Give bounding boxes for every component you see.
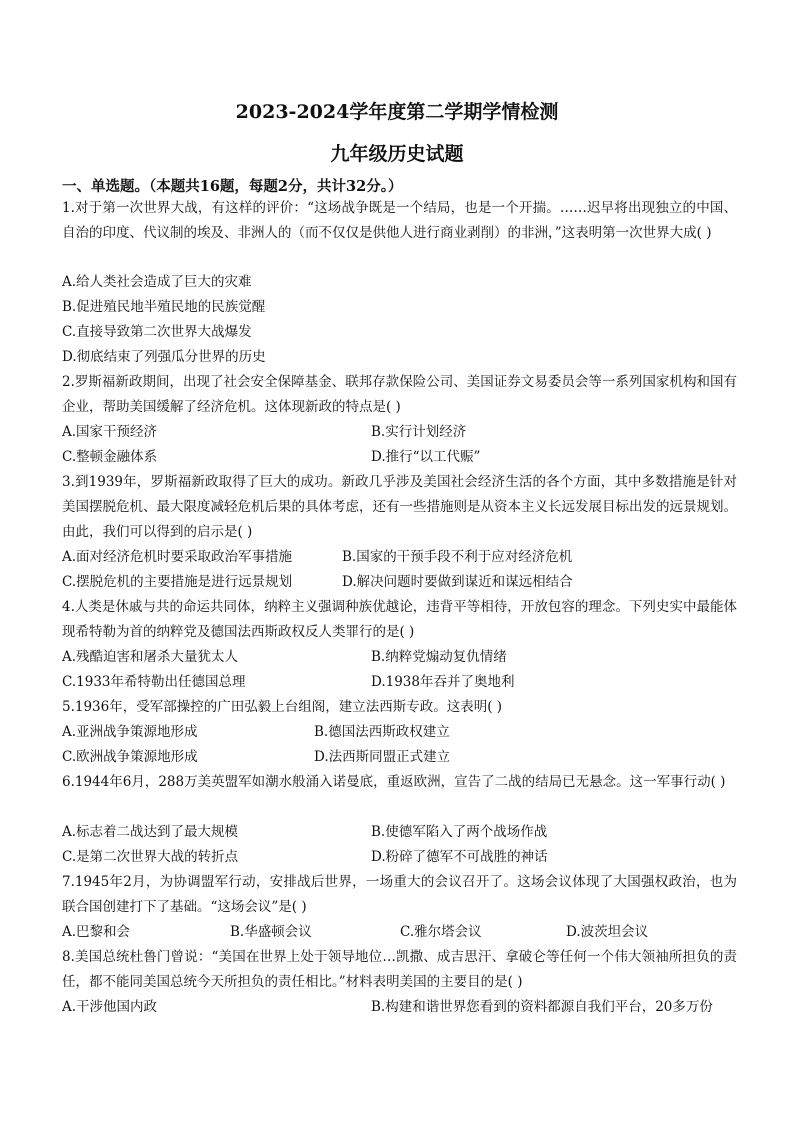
question-3-stem: 3.到1939年，罗斯福新政取得了巨大的成功。新政几乎涉及美国社会经济生活的各个方面，其中多数措施是针对美国摆脱危机、最大限度减轻危机后果的具体考虑，还有一些措施则是从资本主义长远发展目标出发的远景规划。由此，我们可以得到的启示是( ) [62,474,737,540]
question-4-option-a: A.残酷迫害和屠杀大量犹太人 [62,649,239,665]
question-3-option-c: C.摆脱危机的主要措施是进行远景规划 [62,574,293,590]
question-5-option-a: A.亚洲战争策源地形成 [62,724,198,740]
question-8-option-a: A.干涉他国内政 [62,999,158,1015]
question-7-option-a: A.巴黎和会 [62,924,131,940]
question-2-stem: 2.罗斯福新政期间，出现了社会安全保障基金、联邦存款保险公司、美国证券文易委员会等一系列国家机构和国有企业，帮助美国缓解了经济危机。这体现新政的特点是( ) [62,374,737,415]
question-3-option-d: D.解决问题时要做到谋近和谋远相结合 [342,574,573,590]
section-heading: 一、单选题。（本题共16题，每题2分，共计32分。） [62,178,403,195]
exam-subtitle: 九年级历史试题 [330,143,464,165]
question-5-option-b: B.德国法西斯政权建立 [314,724,450,740]
question-5-option-d: D.法西斯同盟正式建立 [314,749,451,765]
question-3-option-b: B.国家的干预手段不利于应对经济危机 [342,549,573,565]
question-3-option-a: A.面对经济危机时要采取政治军事措施 [62,549,293,565]
question-4-option-b: B.纳粹党煽动复仇情绪 [371,649,507,665]
question-2-option-b: B.实行计划经济 [371,424,467,440]
question-4-stem: 4.人类是休戚与共的命运共同体，纳粹主义强调种族优越论，违背平等相待，开放包容的理念。下列史实中最能体现希特勒为首的纳粹党及德国法西斯政权反人类罪行的是( ) [62,599,737,640]
question-6-option-d: D.粉碎了德军不可战胜的神话 [371,849,548,865]
question-6-stem: 6.1944年6月，288万美英盟军如潮水般涌入诺曼底，重返欧洲，宣告了二战的结局已无悬念。这一军事行动( ) [62,774,726,790]
question-2-option-c: C.整顿金融体系 [62,449,158,465]
question-5-option-c: C.欧洲战争策源地形成 [62,749,198,765]
exam-title: 2023-2024学年度第二学期学情检测 [235,101,559,123]
question-7-option-d: D.波茨坦会议 [566,924,649,940]
question-7-stem: 7.1945年2月，为协调盟军行动，安排战后世界，一场重大的会议召开了。这场会议体现了大国强权政治，也为联合国创建打下了基础。“这场会议”是( ) [62,874,737,915]
question-6-option-b: B.使德军陷入了两个战场作战 [371,824,548,840]
question-1-stem: 1.对于第一次世界大战，有这样的评价：“这场战争既是一个结局，也是一个开揣。……迟早将出现独立的中国、自治的印度、代议制的埃及、非洲人的（而不仅仅是供他人进行商业剥削）的非洲，”这表明第一次世界大成( ) [62,200,737,241]
question-2-option-a: A.国家干预经济 [62,424,158,440]
question-1-option-b: B.促进殖民地半殖民地的民族觉醒 [62,299,266,315]
question-8-stem: 8.美国总统杜鲁门曾说：“美国在世界上处于领导地位…凯撒、成吉思汗、拿破仑等任何一个伟大领袖所担负的责任，都不能同美国总统今天所担负的责任相比。”材料表明美国的主要目的是( ) [62,949,737,990]
question-1-option-d: D.彻底结束了列强瓜分世界的历史 [62,349,266,365]
question-1-option-c: C.直接导致第二次世界大战爆发 [62,324,252,340]
question-7-option-b: B.华盛顿会议 [230,924,312,940]
question-8-option-b: B.构建和谐世界您看到的资料都源自我们平台，20多万份 [371,999,713,1015]
question-4-option-d: D.1938年吞并了奥地利 [371,674,515,690]
question-5-stem: 5.1936年，受军部操控的广田弘毅上台组阁，建立法西斯专政。这表明( ) [62,699,503,715]
question-4-option-c: C.1933年希特勒出任德国总理 [62,674,246,690]
question-1-option-a: A.给人类社会造成了巨大的灾难 [62,274,252,290]
question-6-option-a: A.标志着二战达到了最大规模 [62,824,239,840]
question-6-option-c: C.是第二次世界大战的转折点 [62,849,239,865]
question-2-option-d: D.推行“以工代赈” [371,449,481,465]
question-7-option-c: C.雅尔塔会议 [400,924,482,940]
